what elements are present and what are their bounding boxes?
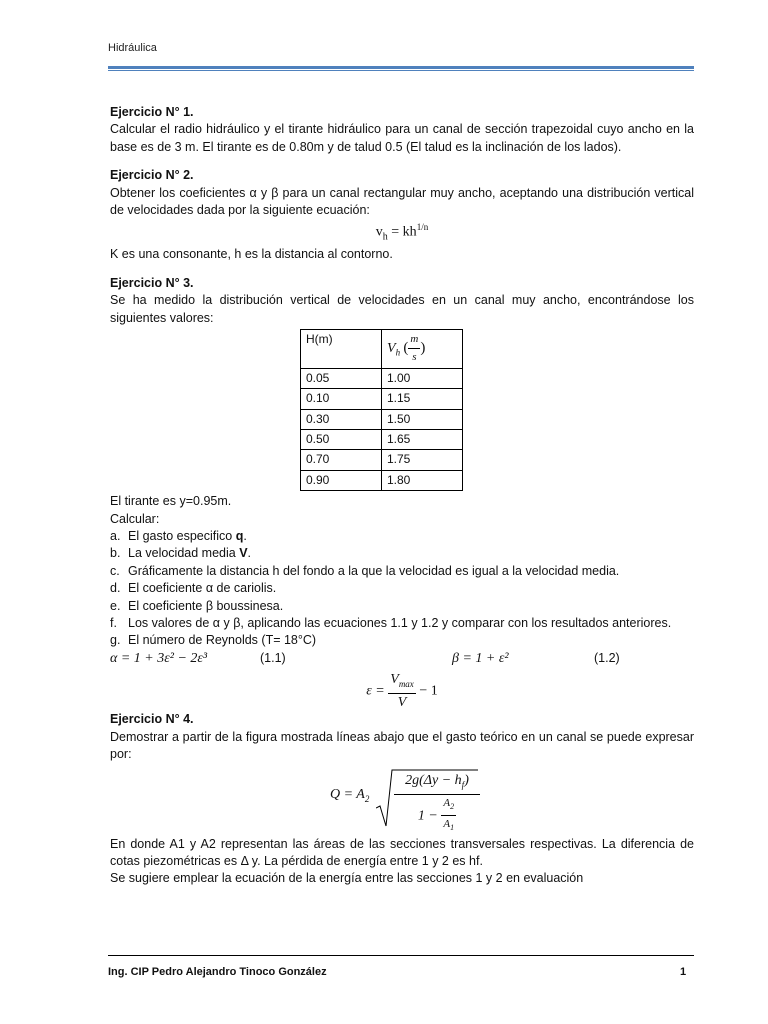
footer-author: Ing. CIP Pedro Alejandro Tinoco González	[108, 966, 327, 978]
ex1-heading: Ejercicio N° 1.	[110, 105, 194, 119]
task-list	[110, 528, 694, 650]
col-header-h: H(m)	[301, 329, 382, 368]
col-header-vh: $V_h$ ( $\frac{m}{s}$ )	[382, 329, 463, 368]
ex2-note: K es una consonante, h es la distancia al contorno.	[110, 247, 393, 262]
table-row: 0.90 1.80	[301, 470, 463, 490]
table-row: 0.05 1.00	[301, 368, 463, 388]
ex2-heading: Ejercicio N° 2.	[110, 168, 194, 183]
list-item: b. La velocidad media V.	[110, 546, 252, 561]
beta-equation: β = 1 + ε²	[452, 650, 509, 666]
header-rule-thin	[108, 70, 694, 71]
list-item: a. El gasto especifico q.	[110, 528, 247, 543]
running-header: Hidráulica	[108, 42, 157, 54]
header-rule-thick	[108, 66, 694, 69]
list-item: d. El coeficiente α de cariolis.	[110, 581, 277, 596]
ex1-text: Calcular el radio hidráulico y el tirante hidráulico para un canal de sección trapezoidal cuyo ancho en la base es de 3 m. El tirante es de 0.80m y de talud 0.5 (El talud es la inclinación de los lados).	[110, 122, 694, 154]
epsilon-equation: ε = $\frac{V_{max}}{V}$ − 1	[366, 671, 438, 711]
ex2-text: Obtener los coeficientes α y β para un canal rectangular muy ancho, aceptando una distribución vertical de velocidades dada por la siguiente ecuación:	[110, 185, 695, 218]
list-item: c. Gráficamente la distancia h del fondo a la que la velocidad es igual a la velocidad media.	[110, 563, 620, 578]
beta-symbol: β	[271, 185, 279, 200]
ex3-intro: Se ha medido la distribución vertical de velocidades en un canal muy ancho, encontrándose los siguientes valores:	[110, 293, 694, 325]
eq-tag-1-2: (1.2)	[594, 650, 620, 665]
table-row: 0.30 1.50	[301, 409, 463, 429]
calcular-label: Calcular:	[110, 511, 160, 526]
list-item: f. Los valores de α y β, aplicando las ecuaciones 1.1 y 1.2 y comparar con los resultados anteriores.	[110, 616, 672, 631]
tirante-text: El tirante es y=0.95m.	[110, 494, 232, 509]
eq-tag-1-1: (1.1)	[260, 650, 286, 665]
document-body	[110, 104, 694, 888]
list-item: e. El coeficiente β boussinesa.	[110, 598, 284, 613]
ex3-heading: Ejercicio N° 3.	[110, 275, 194, 290]
list-item: g. El número de Reynolds (T= 18°C)	[110, 633, 317, 648]
ex4-text1: En donde A1 y A2 representan las áreas de las secciones transversales respectivas. La diferencia de cotas piezométricas es Δ y. La pérdida de energía entre 1 y 2 es hf.	[110, 836, 694, 869]
ex4-intro: Demostrar a partir de la figura mostrada líneas abajo que el gasto teórico en un canal se puede expresar por:	[110, 729, 694, 762]
table-row: 0.70 1.75	[301, 450, 463, 470]
ex4-heading: Ejercicio N° 4.	[110, 712, 194, 727]
alpha-equation: α = 1 + 3ε² − 2ε³	[110, 650, 208, 666]
velocity-table	[300, 329, 463, 491]
equations-1-1-1-2	[110, 650, 694, 671]
page-number: 1	[680, 966, 687, 978]
velocity-equation: $v_h = kh^{1/n}$	[375, 222, 429, 243]
table-row: 0.10 1.15	[301, 389, 463, 409]
ex4-text2: Se sugiere emplear la ecuación de la energía entre las secciones 1 y 2 en evaluación	[110, 871, 584, 886]
table-header-row	[301, 329, 463, 368]
alpha-symbol: α	[249, 185, 257, 200]
q-equation: $Q = A_2$ $2g(\Delta y - h_f)$ 1 − $\frac{A_2}{A_1}$	[110, 764, 694, 830]
table-row: 0.50 1.65	[301, 429, 463, 449]
footer-rule	[108, 955, 694, 956]
